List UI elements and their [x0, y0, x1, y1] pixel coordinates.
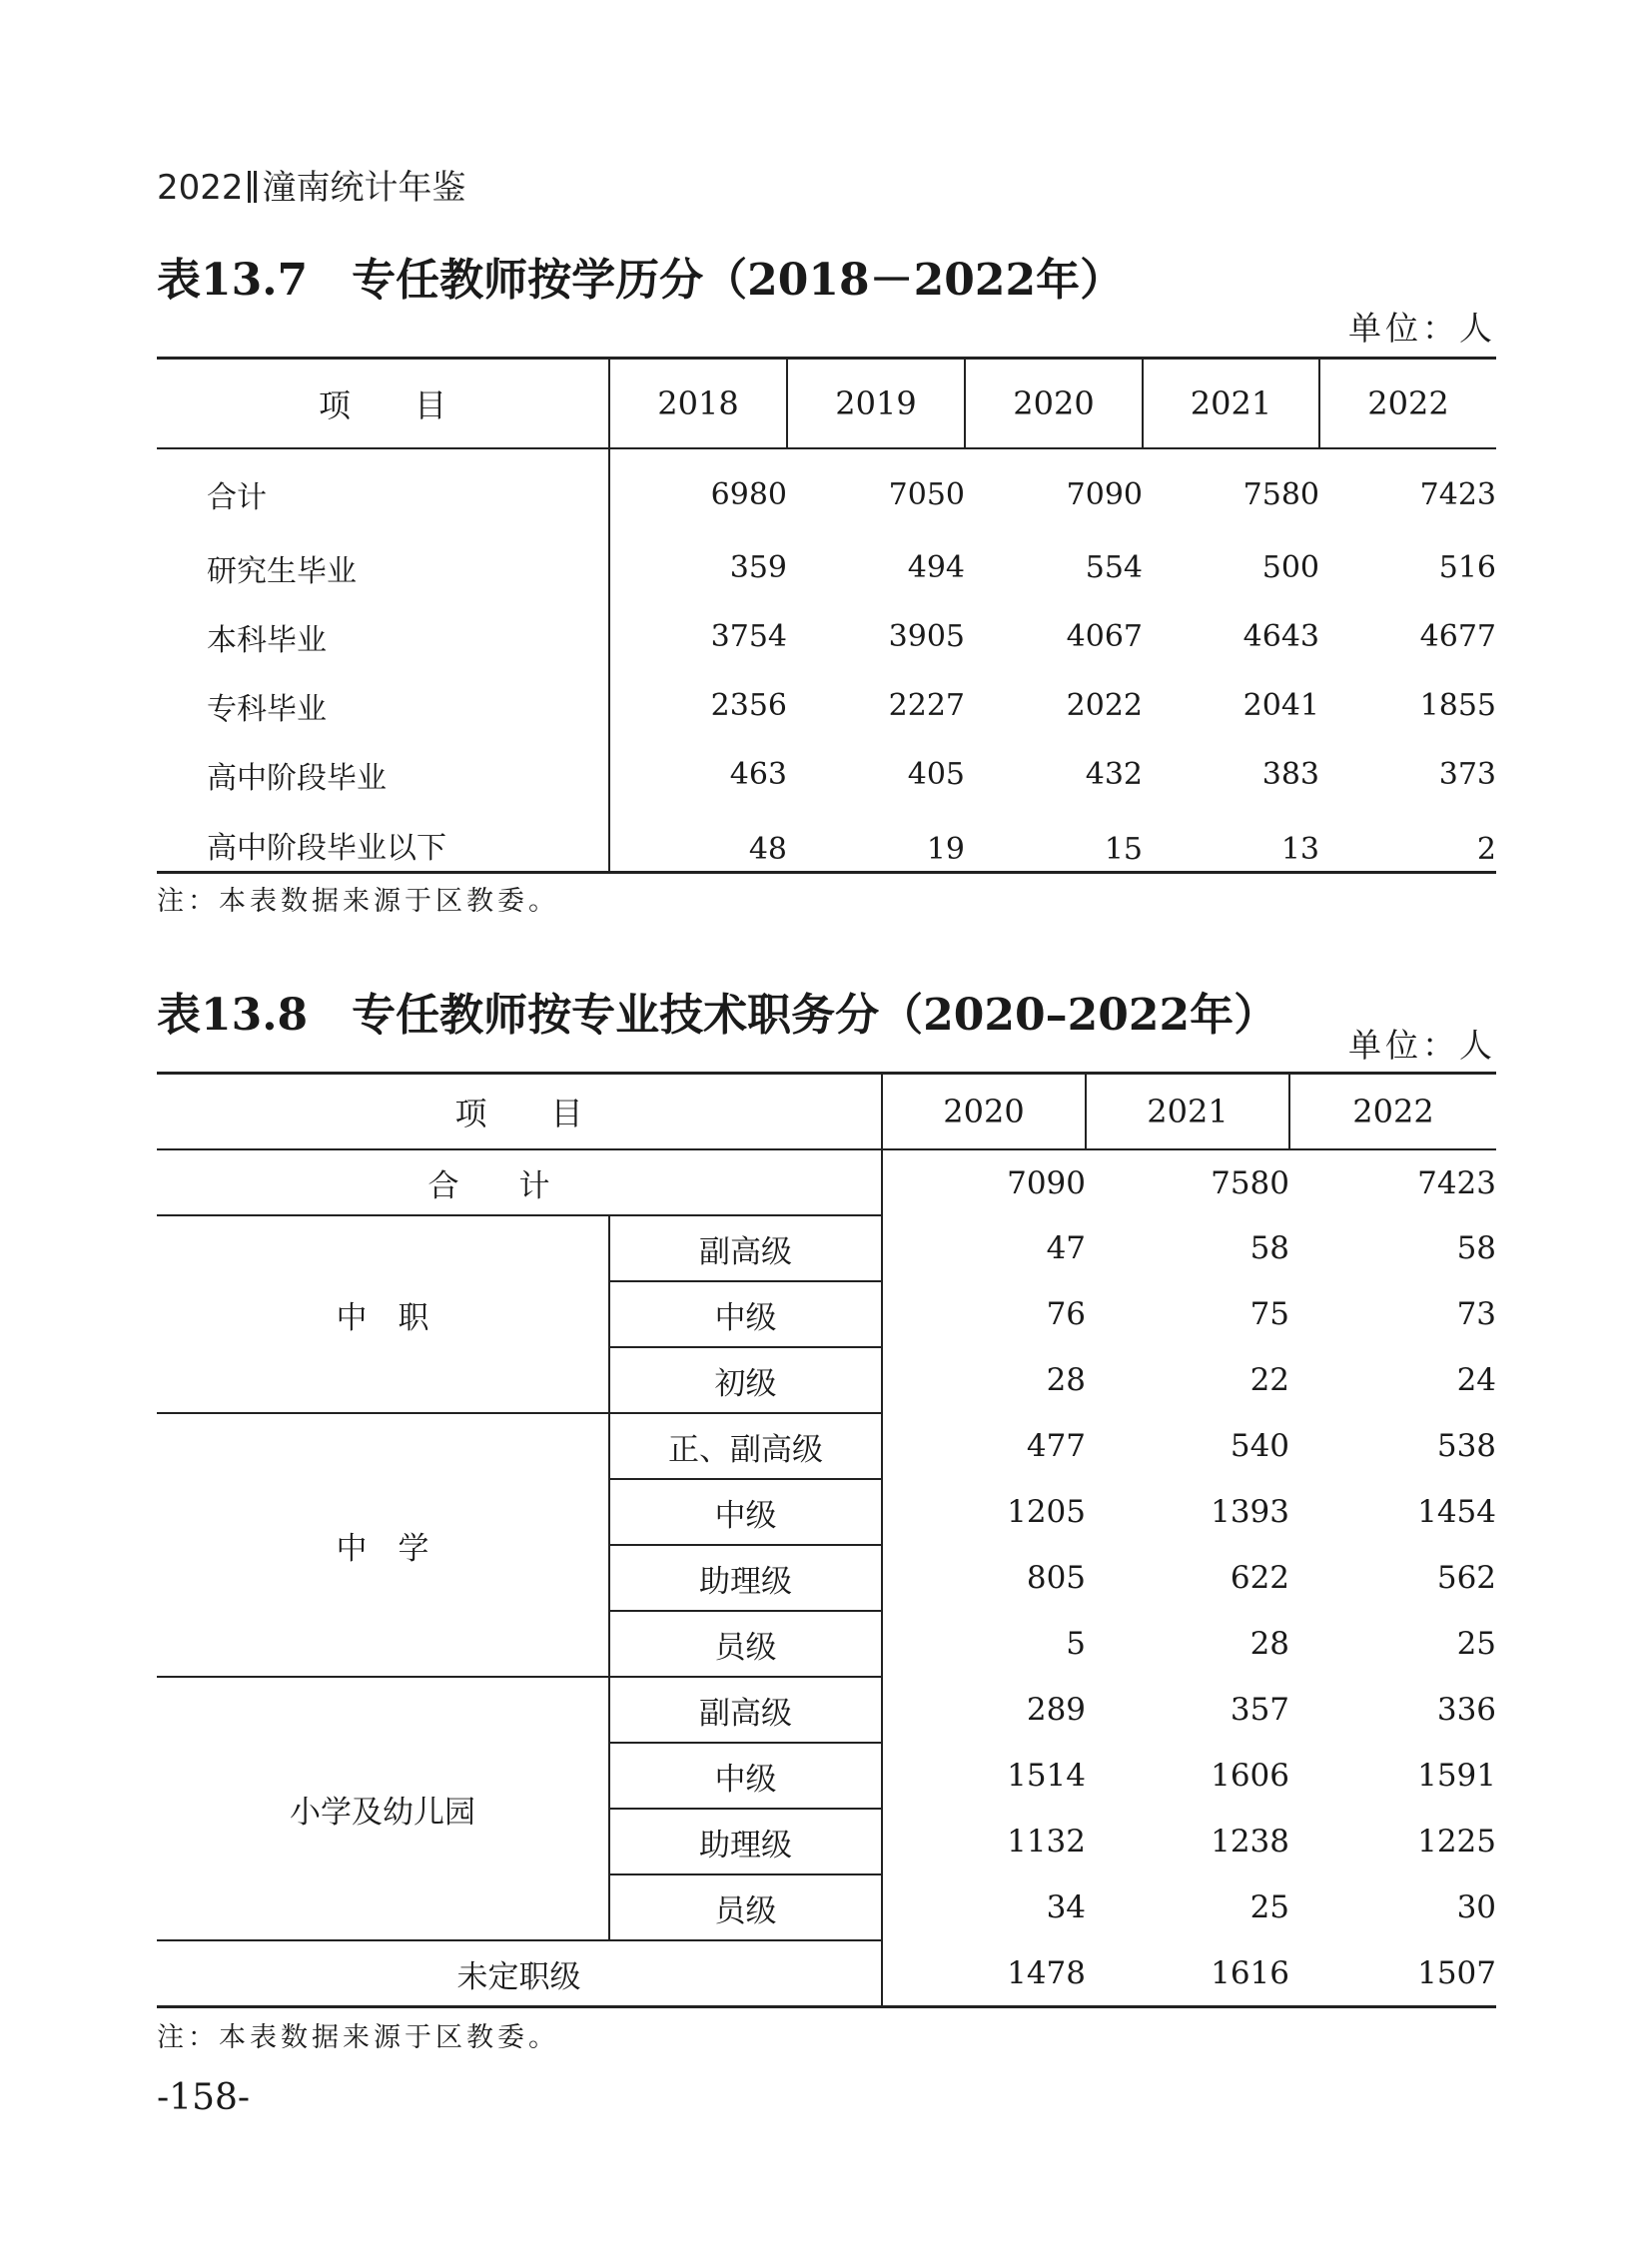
- table1-cell: 6980: [710, 476, 787, 512]
- table1-row: [157, 671, 1496, 740]
- table2-row: [157, 1215, 1496, 1281]
- table2-sub-label: 员级: [609, 1611, 882, 1677]
- table1-name: 专任教师按学历分（2018－2022年）: [352, 255, 1125, 306]
- table1-cell: 7050: [888, 476, 965, 512]
- table1-cell: 3754: [710, 619, 787, 654]
- table2-cell: 28: [1249, 1626, 1290, 1662]
- table2-cell: 622: [1230, 1560, 1290, 1596]
- table2-cell: 336: [1436, 1692, 1497, 1728]
- table1-year-header: 2018: [609, 359, 787, 449]
- table2-cell: 1478: [1007, 1954, 1087, 1991]
- table1-row: [157, 448, 1496, 533]
- table2-cell: 7090: [1007, 1164, 1087, 1201]
- table1-cell: 554: [1085, 550, 1143, 585]
- table2-year-header: 2021: [1086, 1074, 1289, 1150]
- table1-cell: 48: [748, 832, 787, 867]
- table2-note: 注：本表数据来源于区教委。: [157, 2022, 559, 2053]
- table2-sub-label: 助理级: [609, 1545, 882, 1611]
- table1-cell: 1855: [1419, 688, 1496, 723]
- table2-cell: 538: [1436, 1428, 1497, 1464]
- table2-cell: 1238: [1211, 1824, 1290, 1860]
- table1-cell: 7423: [1419, 476, 1496, 512]
- table1-header-row: [157, 359, 1496, 449]
- table1-year-header: 2022: [1319, 359, 1496, 449]
- table2-total-row: [157, 1149, 1496, 1215]
- table2-cell: 1454: [1417, 1494, 1497, 1530]
- table1-cell: 516: [1438, 550, 1496, 585]
- table2-sub-label: 正、副高级: [609, 1413, 882, 1479]
- table1-note: 注：本表数据来源于区教委。: [157, 886, 559, 917]
- table2-row: [157, 1413, 1496, 1479]
- table2-number: 表13.8: [157, 990, 309, 1041]
- table2-sub-label: 副高级: [609, 1215, 882, 1281]
- table2-sub-label: 中级: [609, 1479, 882, 1545]
- table2-title: [157, 979, 1277, 1043]
- table1-row-label: 合计: [157, 448, 609, 533]
- table2-sub-label: 员级: [609, 1874, 882, 1940]
- page-number: -158-: [157, 2077, 251, 2118]
- table1-row-label: 专科毕业: [157, 671, 609, 740]
- table2-item-header: 项 目: [157, 1074, 882, 1150]
- table2-cell: 7423: [1417, 1164, 1497, 1201]
- table1-cell: 494: [907, 550, 965, 585]
- table2-cell: 1205: [1007, 1494, 1087, 1530]
- table2-cell: 22: [1249, 1362, 1290, 1398]
- table2-cell: 1606: [1211, 1758, 1290, 1794]
- table1-cell: 4677: [1419, 619, 1496, 654]
- header-book-title: 潼南统计年鉴: [262, 168, 466, 208]
- table1-cell: 383: [1261, 757, 1319, 792]
- table1-row-label: 本科毕业: [157, 602, 609, 671]
- table2-sub-label: 副高级: [609, 1677, 882, 1743]
- table1-cell: 19: [926, 832, 965, 867]
- table2-cell: 24: [1456, 1362, 1497, 1398]
- table2-header-row: [157, 1074, 1496, 1150]
- table2-cell: 1225: [1417, 1824, 1497, 1860]
- table1-cell: 4067: [1066, 619, 1143, 654]
- table1-cell: 463: [729, 757, 787, 792]
- table1-row: [157, 809, 1496, 873]
- table1-cell: 2: [1476, 832, 1496, 867]
- table2-cell: 58: [1249, 1230, 1290, 1266]
- table1-cell: 7090: [1066, 476, 1143, 512]
- table1-cell: 500: [1261, 550, 1319, 585]
- table1-item-header: 项 目: [157, 359, 609, 449]
- table2-unrated-label: 未定职级: [157, 1940, 882, 2007]
- table2-year-header: 2022: [1289, 1074, 1496, 1150]
- table2-sub-label: 初级: [609, 1347, 882, 1413]
- table1-title: [157, 244, 1124, 308]
- table2-cell: 357: [1230, 1692, 1290, 1728]
- table2-unrated-row: [157, 1940, 1496, 2007]
- table2-cell: 73: [1456, 1296, 1497, 1332]
- table1-cell: 13: [1280, 832, 1319, 867]
- table1-cell: 432: [1085, 757, 1143, 792]
- table1-cell: 2041: [1242, 688, 1319, 723]
- table2-cell: 1507: [1417, 1954, 1497, 1991]
- table1-cell: 2022: [1066, 688, 1143, 723]
- table2-sub-label: 中级: [609, 1281, 882, 1347]
- table2-cell: 25: [1249, 1889, 1290, 1925]
- table1-row-label: 研究生毕业: [157, 533, 609, 602]
- table2-sub-label: 中级: [609, 1743, 882, 1809]
- table1-cell: 405: [907, 757, 965, 792]
- table2-total-label: 合计: [157, 1149, 882, 1215]
- table1-unit: 单位：人: [1348, 309, 1496, 348]
- table2-professional-title: [157, 1072, 1496, 2008]
- table2-row: [157, 1677, 1496, 1743]
- table2-cell: 25: [1456, 1626, 1497, 1662]
- table2-cell: 76: [1046, 1296, 1087, 1332]
- table2-cell: 5: [1066, 1626, 1087, 1662]
- table1-row-label: 高中阶段毕业以下: [157, 809, 609, 873]
- table1-cell: 373: [1438, 757, 1496, 792]
- table2-cell: 540: [1230, 1428, 1290, 1464]
- table1-cell: 3905: [888, 619, 965, 654]
- table1-cell: 2227: [888, 688, 965, 723]
- table2-group-label: 中 学: [157, 1413, 609, 1677]
- table1-year-header: 2020: [965, 359, 1143, 449]
- table1-year-header: 2019: [787, 359, 965, 449]
- table2-cell: 1591: [1417, 1758, 1497, 1794]
- table2-cell: 1616: [1211, 1954, 1290, 1991]
- table2-cell: 30: [1456, 1889, 1497, 1925]
- table2-cell: 58: [1456, 1230, 1497, 1266]
- table1-education: [157, 357, 1496, 874]
- table2-cell: 805: [1026, 1560, 1087, 1596]
- table2-cell: 1132: [1007, 1824, 1087, 1860]
- table1-cell: 359: [729, 550, 787, 585]
- table1-cell: 4643: [1242, 619, 1319, 654]
- table1-number: 表13.7: [157, 255, 309, 306]
- running-header: [157, 160, 466, 209]
- table1-cell: 15: [1104, 832, 1143, 867]
- table2-group-label: 小学及幼儿园: [157, 1677, 609, 1940]
- table2-cell: 28: [1046, 1362, 1087, 1398]
- table1-row: [157, 533, 1496, 602]
- table2-sub-label: 助理级: [609, 1809, 882, 1874]
- header-divider: [248, 171, 251, 203]
- table2-cell: 562: [1436, 1560, 1497, 1596]
- table2-name: 专任教师按专业技术职务分（2020–2022年）: [352, 990, 1278, 1041]
- table2-cell: 75: [1249, 1296, 1290, 1332]
- table2-cell: 34: [1046, 1889, 1087, 1925]
- table2-cell: 289: [1026, 1692, 1087, 1728]
- table2-cell: 47: [1046, 1230, 1087, 1266]
- table2-cell: 7580: [1211, 1164, 1290, 1201]
- table1-row: [157, 602, 1496, 671]
- table2-group-label: 中 职: [157, 1215, 609, 1413]
- header-year: 2022: [157, 168, 244, 208]
- table2-cell: 1393: [1211, 1494, 1290, 1530]
- table1-cell: 7580: [1242, 476, 1319, 512]
- table1-cell: 2356: [710, 688, 787, 723]
- table1-year-header: 2021: [1143, 359, 1319, 449]
- table1-row-label: 高中阶段毕业: [157, 740, 609, 809]
- table2-year-header: 2020: [882, 1074, 1086, 1150]
- table1-row: [157, 740, 1496, 809]
- table2-unit: 单位：人: [1348, 1026, 1496, 1065]
- table2-cell: 1514: [1007, 1758, 1087, 1794]
- table2-cell: 477: [1026, 1428, 1087, 1464]
